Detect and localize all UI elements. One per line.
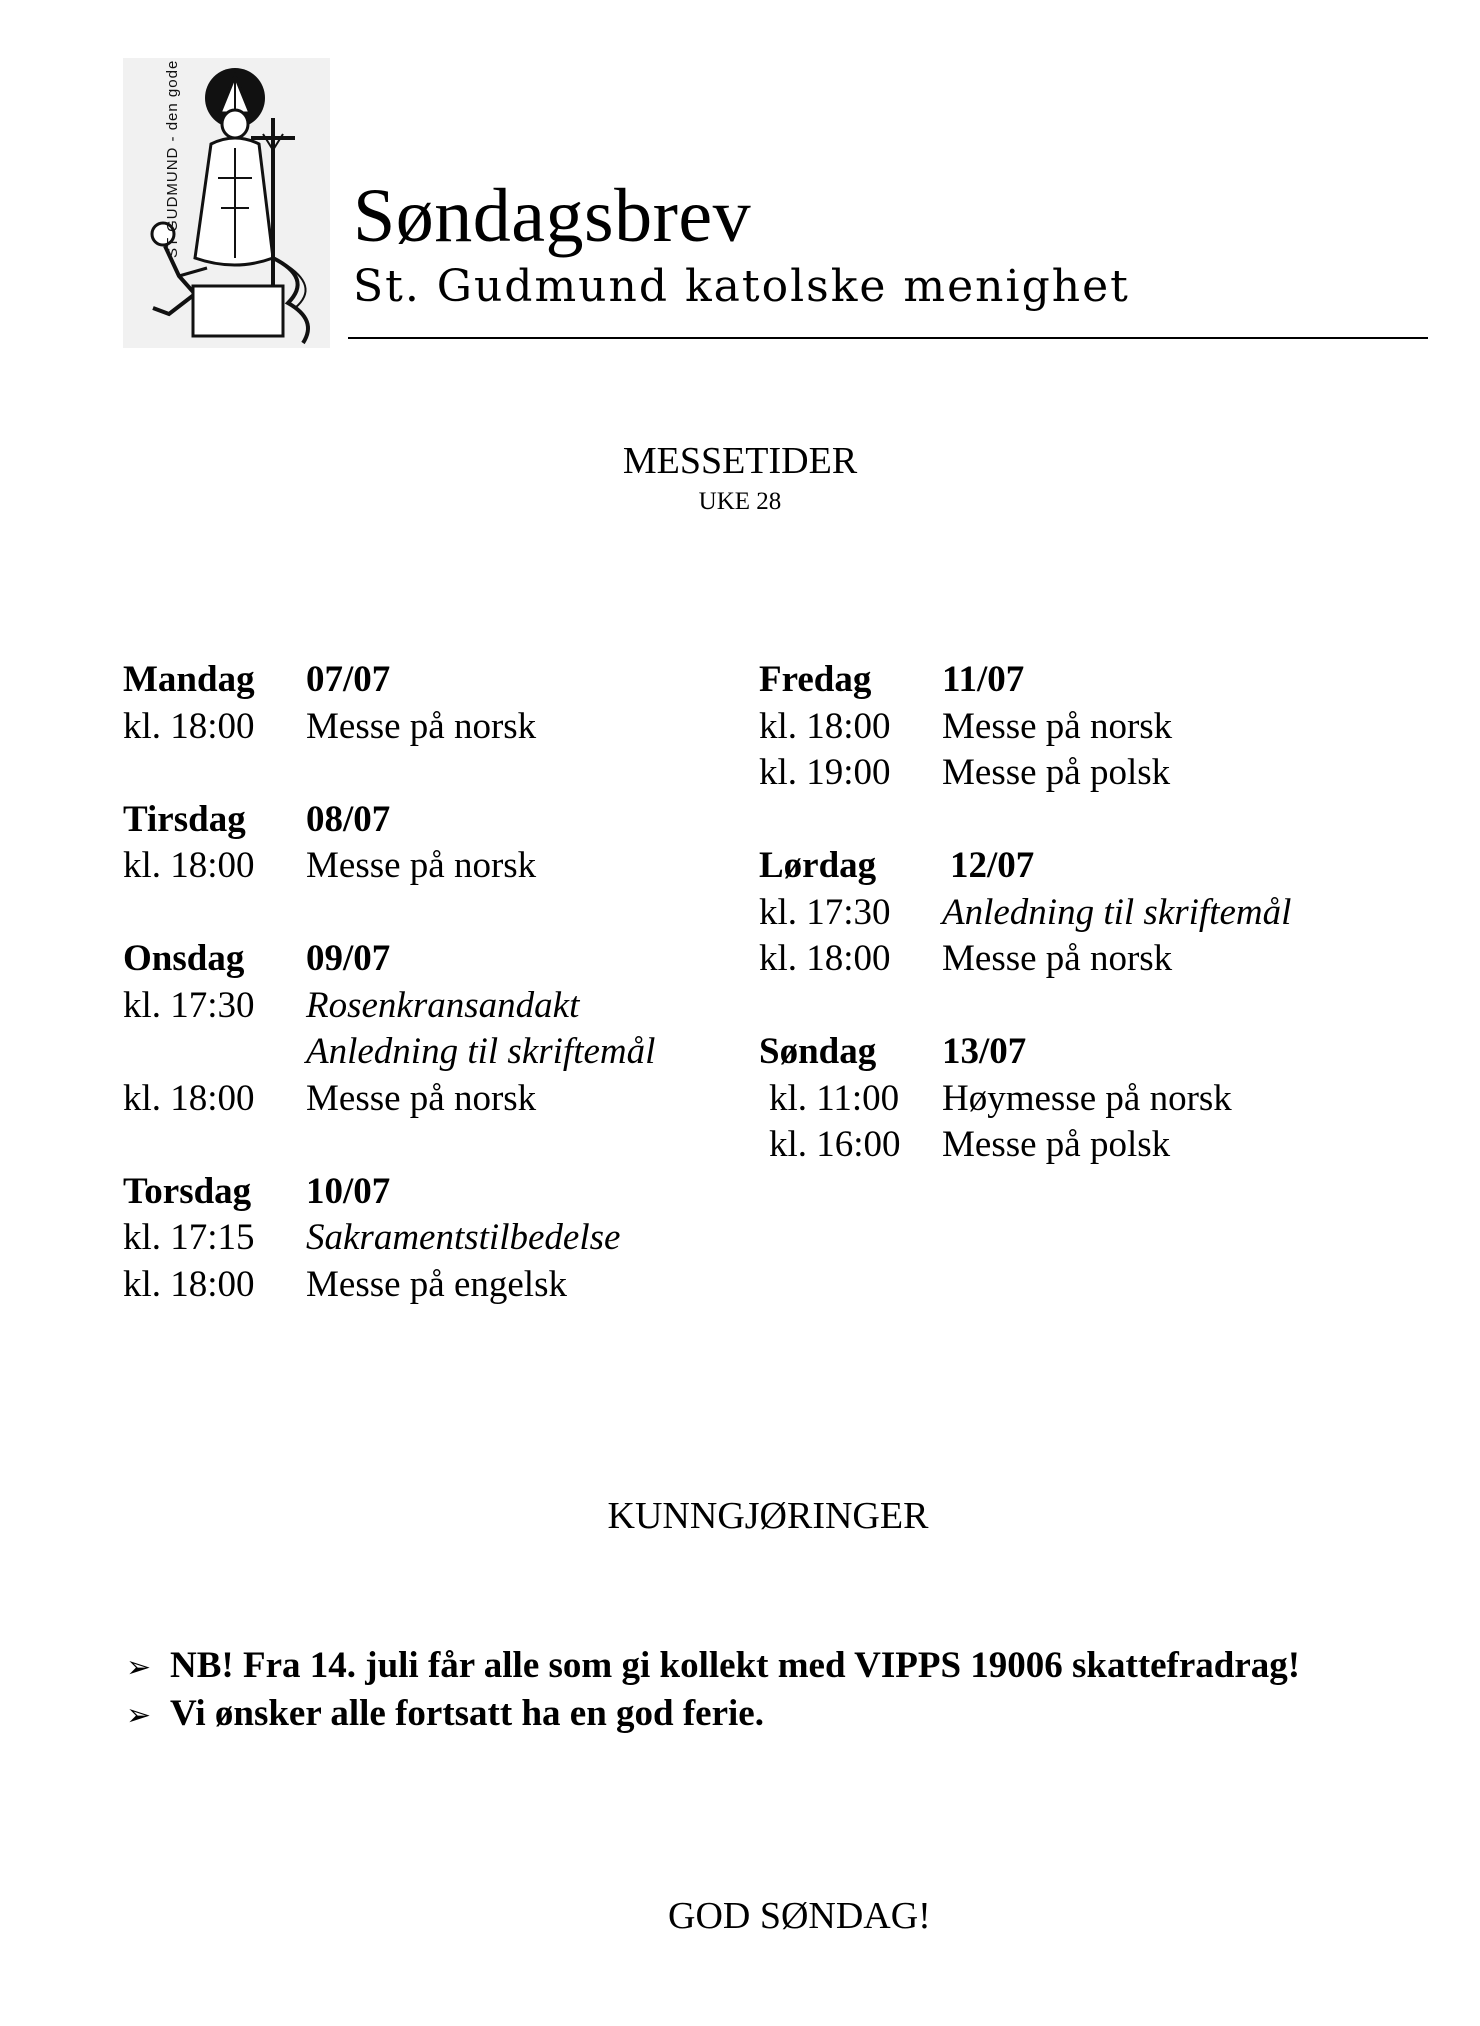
- entry-time: kl. 17:30: [759, 891, 891, 933]
- announcement-text: Vi ønsker alle fortsatt ha en god ferie.: [170, 1693, 764, 1734]
- entry-text: Anledning til skriftemål: [306, 1031, 656, 1072]
- schedule-left-column: [123, 657, 655, 1308]
- parish-logo: [123, 58, 330, 348]
- entry-time: kl. 19:00: [759, 752, 891, 793]
- schedule-entry: [759, 1076, 1291, 1123]
- day-date: 10/07: [306, 1170, 391, 1212]
- announcement-item: [126, 1643, 1300, 1691]
- schedule-entry: [759, 704, 1291, 751]
- entry-text: Messe på polsk: [942, 1124, 1171, 1165]
- entry-time: kl. 18:00: [123, 705, 255, 747]
- announcements-heading: KUNNGJØRINGER: [607, 1495, 929, 1537]
- entry-text: Sakramentstilbedelse: [306, 1217, 621, 1258]
- day-date: 07/07: [306, 659, 391, 700]
- day-header: [123, 797, 655, 844]
- entry-text: Messe på norsk: [942, 705, 1173, 747]
- day-date: 11/07: [942, 659, 1025, 700]
- entry-text: Messe på norsk: [306, 845, 537, 886]
- day-name: Onsdag: [123, 938, 245, 979]
- entry-text: Messe på polsk: [942, 752, 1171, 793]
- page-subtitle: St. Gudmund katolske menighet: [353, 261, 1130, 312]
- day-name: Søndag: [759, 1031, 877, 1072]
- entry-time: kl. 18:00: [759, 938, 891, 979]
- schedule-entry: [123, 1262, 655, 1309]
- schedule-entry: [759, 936, 1291, 983]
- day-name: Mandag: [123, 659, 255, 700]
- announcement-item: [126, 1691, 1300, 1739]
- day-header: [123, 1169, 655, 1216]
- schedule-right-column: [759, 657, 1291, 1169]
- day-date: 13/07: [942, 1031, 1027, 1072]
- entry-text: Messe på engelsk: [306, 1263, 567, 1305]
- page-title: Søndagsbrev: [353, 174, 752, 258]
- entry-time: kl. 11:00: [769, 1077, 900, 1119]
- day-name: Torsdag: [123, 1170, 252, 1212]
- day-header: [759, 843, 1291, 890]
- entry-text: Rosenkransandakt: [306, 984, 580, 1026]
- mass-times-heading: MESSETIDER: [622, 440, 858, 482]
- entry-text: Høymesse på norsk: [942, 1077, 1232, 1119]
- day-name: Tirsdag: [123, 798, 246, 840]
- schedule-entry: [123, 1076, 655, 1123]
- entry-time: kl. 17:15: [123, 1217, 255, 1258]
- day-name: Fredag: [759, 659, 872, 700]
- schedule-entry: [123, 1029, 655, 1076]
- day-header: [123, 657, 655, 704]
- schedule-entry: [759, 1122, 1291, 1169]
- entry-time: kl. 18:00: [123, 845, 255, 886]
- schedule-entry: [759, 750, 1291, 797]
- day-name: Lørdag: [759, 845, 877, 886]
- header-divider: [348, 337, 1428, 339]
- entry-text: Messe på norsk: [306, 1077, 537, 1119]
- arrow-bullet-icon: ➢: [126, 1698, 152, 1733]
- schedule-entry: [123, 704, 655, 751]
- day-date: 09/07: [306, 938, 391, 979]
- entry-time: kl. 18:00: [123, 1077, 255, 1119]
- entry-time: kl. 18:00: [123, 1263, 255, 1305]
- day-date: 08/07: [306, 798, 391, 840]
- day-date: 12/07: [950, 845, 1035, 886]
- week-label: UKE 28: [698, 488, 782, 515]
- schedule-entry: [123, 983, 655, 1030]
- entry-time: kl. 18:00: [759, 705, 891, 747]
- arrow-bullet-icon: ➢: [126, 1650, 152, 1685]
- announcement-text: NB! Fra 14. juli får alle som gi kollekt med VIPPS 19006 skattefradrag!: [170, 1645, 1301, 1686]
- day-header: [123, 936, 655, 983]
- day-header: [759, 1029, 1291, 1076]
- entry-text: Messe på norsk: [306, 705, 537, 747]
- entry-time: kl. 16:00: [769, 1124, 901, 1165]
- entry-time: kl. 17:30: [123, 984, 255, 1026]
- saint-gudmund-illustration: [123, 58, 330, 348]
- logo-text: ST GUDMUND - den gode: [164, 59, 181, 258]
- schedule-entry: [123, 843, 655, 890]
- schedule-entry: [123, 1215, 655, 1262]
- schedule-entry: [759, 890, 1291, 937]
- day-header: [759, 657, 1291, 704]
- entry-text: Messe på norsk: [942, 938, 1173, 979]
- announcements-list: [126, 1643, 1300, 1739]
- closing-greeting: GOD SØNDAG!: [668, 1895, 931, 1937]
- entry-text: Anledning til skriftemål: [942, 891, 1292, 933]
